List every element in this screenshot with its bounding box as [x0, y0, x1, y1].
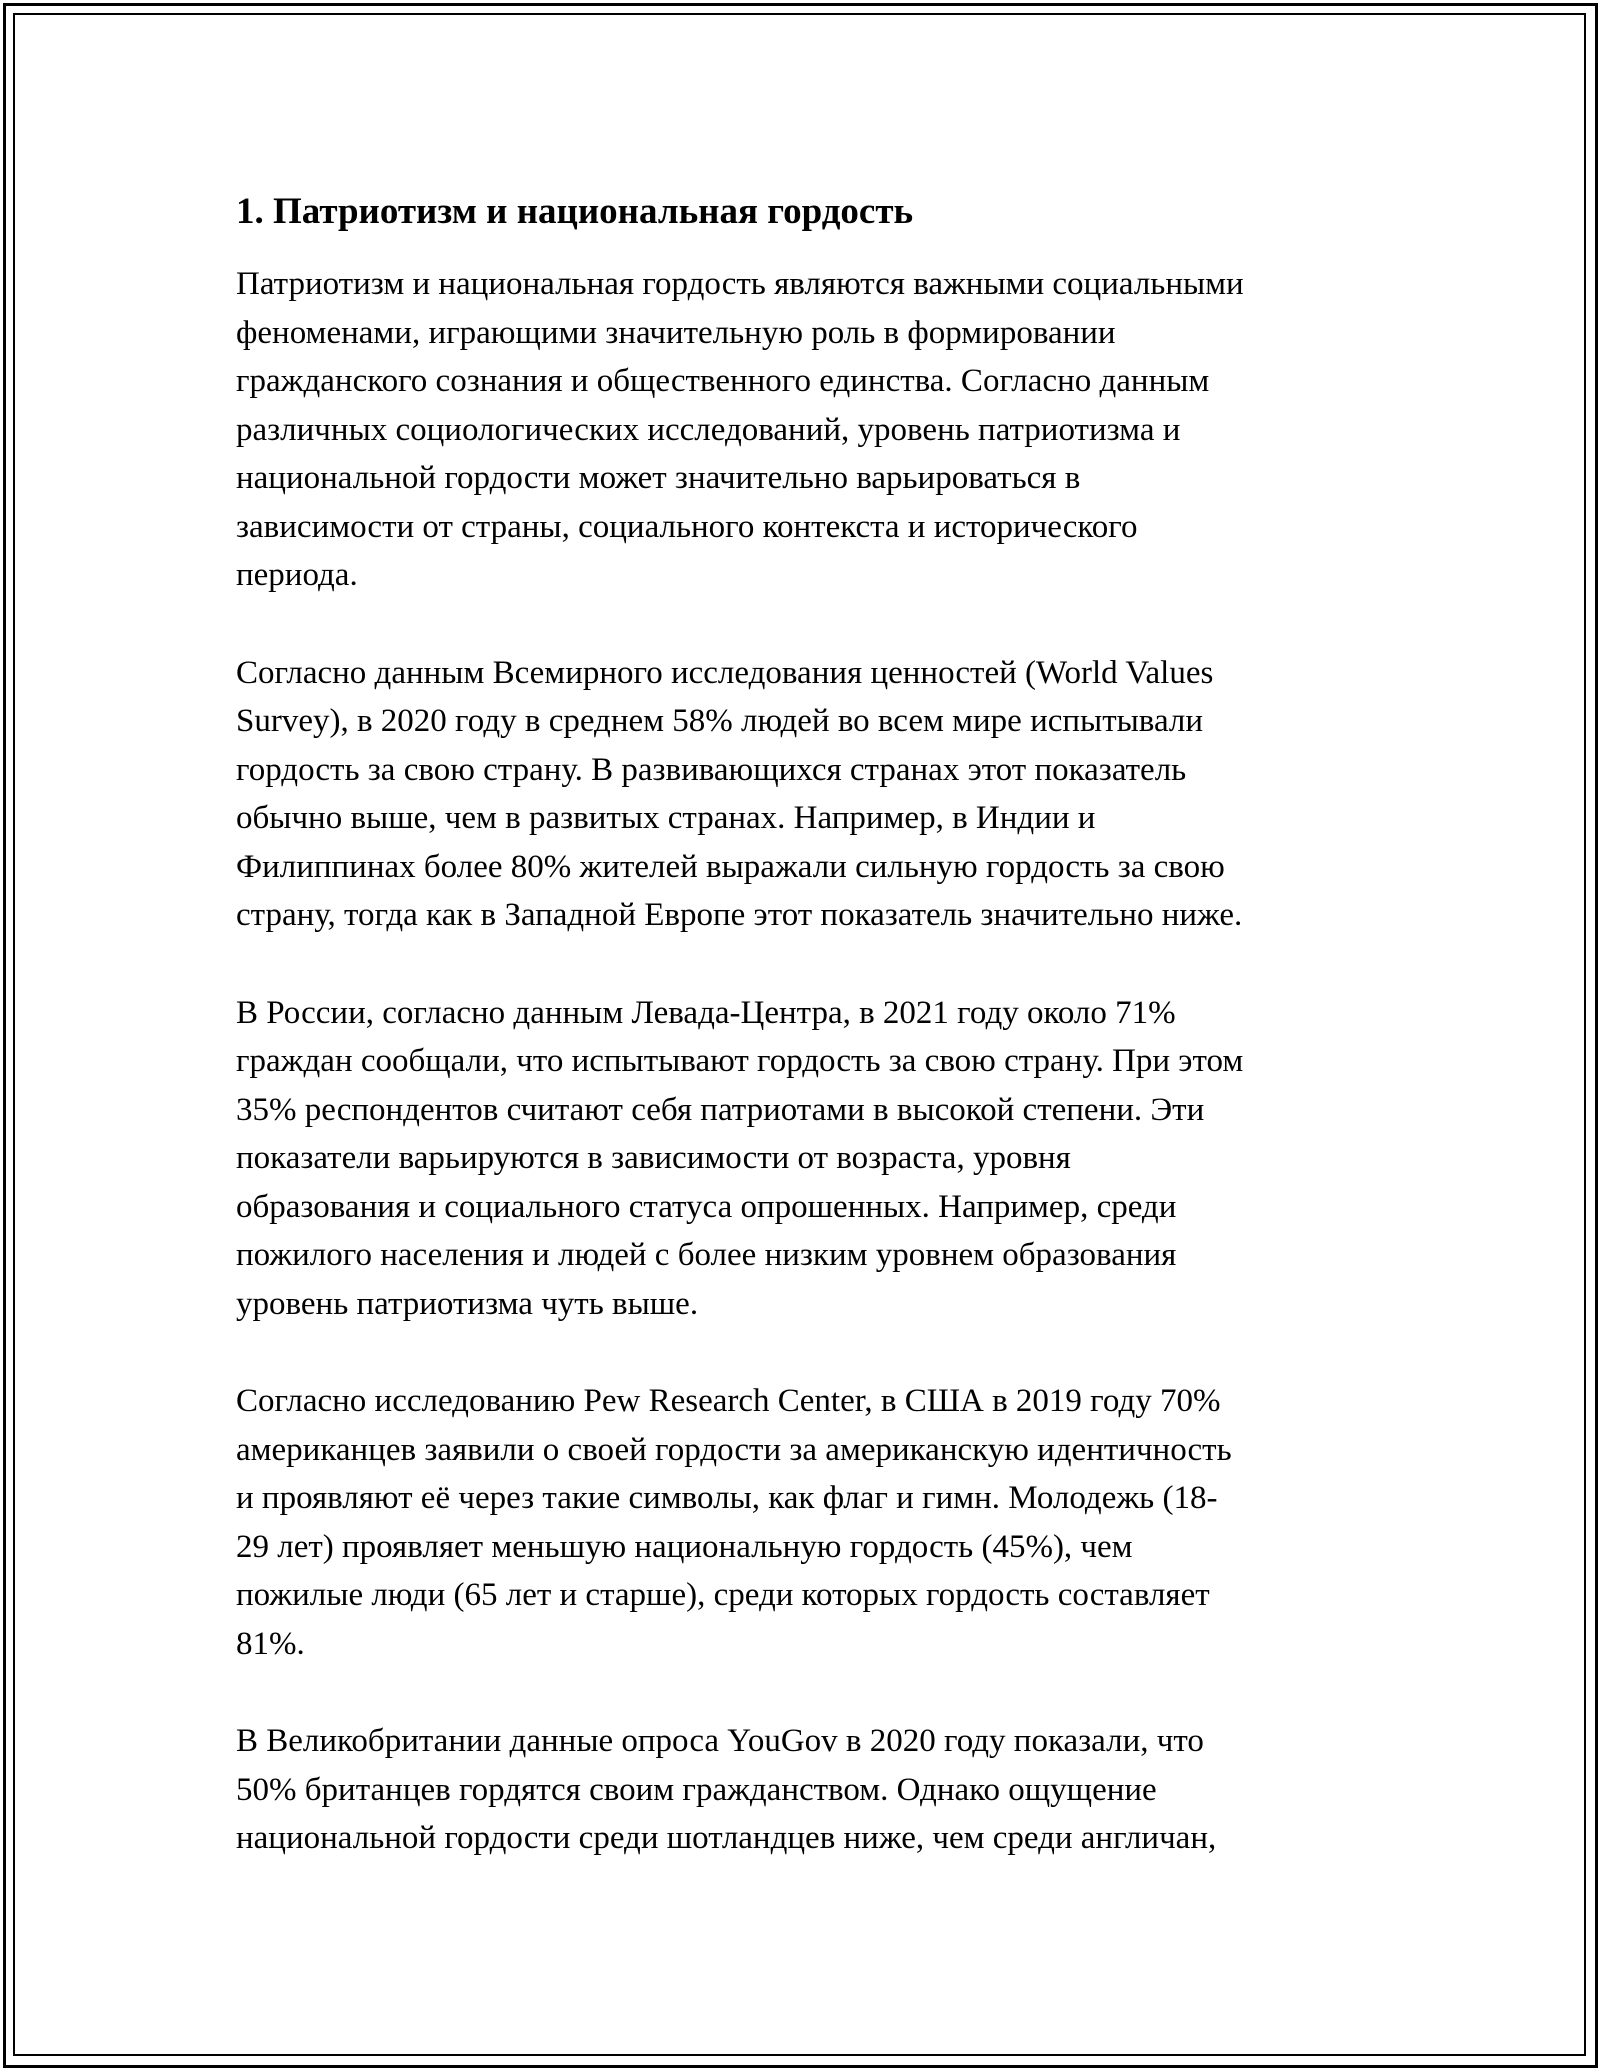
document-body: [236, 184, 1376, 1912]
paragraph-russia: В России, согласно данным Левада-Центра, в 2021 году около 71% граждан сообщали, что испытывают гордость за свою страну. При этом 35% респондентов считают себя патриотами в высокой степени. Эти показатели варьируются в зависимости от возраста, уровня образования и социального статуса опрошенных. Например, среди пожилого населения и людей с более низким уровнем образования уровень патриотизма чуть выше.: [236, 994, 1244, 1322]
paragraph-world-values-survey: Согласно данным Всемирного исследования ценностей (World Values Survey), в 2020 году в среднем 58% людей во всем мире испытывали гордость за свою страну. В развивающихся странах этот показатель обычно выше, чем в развитых странах. Например, в Индии и Филиппинах более 80% жителей выражали сильную гордость за свою страну, тогда как в Западной Европе этот показатель значительно ниже.: [236, 654, 1243, 933]
section-heading: 1. Патриотизм и национальная гордость: [236, 191, 914, 232]
paragraph-uk: В Великобритании данные опроса YouGov в 2020 году показали, что 50% британцев гордятся своим гражданством. Однако ощущение национальной гордости среди шотландцев ниже, чем среди англичан,: [236, 1723, 1217, 1856]
paragraph-intro: Патриотизм и национальная гордость являются важными социальными феноменами, играющими значительную роль в формировании гражданского сознания и общественного единства. Согласно данным различных социологических исследований, уровень патриотизма и национальной гордости может значительно варьироваться в зависимости от страны, социального контекста и исторического периода.: [236, 266, 1244, 593]
paragraph-usa: Согласно исследованию Pew Research Center, в США в 2019 году 70% американцев заявили о своей гордости за американскую идентичность и проявляют её через такие символы, как флаг и гимн. Молодежь (18- 29 лет) проявляет меньшую национальную гордость (45%), чем пожилые люди (65 лет и старше), среди которых гордость составляет 81%.: [236, 1383, 1232, 1662]
